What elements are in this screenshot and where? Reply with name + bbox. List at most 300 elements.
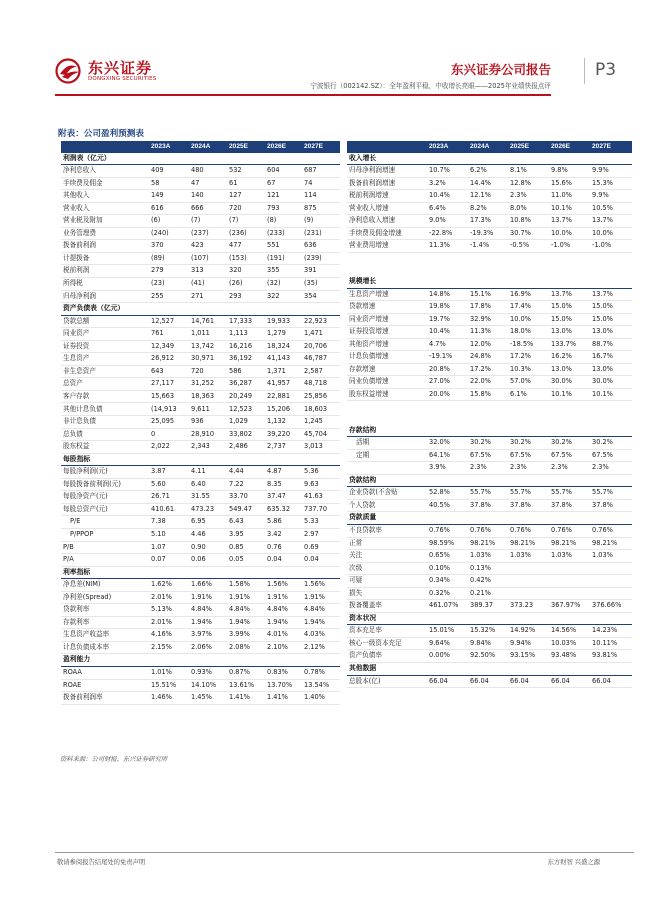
value-cell: 4.84% — [227, 604, 265, 617]
row-label: 营业收入 — [61, 202, 149, 215]
row-label: 活期 — [347, 437, 427, 450]
year-header: 2026E — [265, 141, 302, 153]
section-header-row — [61, 303, 340, 316]
value-cell: 5.36 — [302, 466, 340, 479]
value-cell: 0.87% — [227, 666, 265, 679]
section-title: 存款结构 — [347, 425, 632, 437]
value-cell: 410.61 — [149, 503, 189, 516]
table-row — [61, 378, 340, 391]
table-row — [61, 278, 340, 291]
value-cell: 37.8% — [549, 499, 590, 512]
table-row — [61, 177, 340, 190]
value-cell: 66.04 — [590, 675, 632, 688]
value-cell: 0 — [149, 428, 189, 441]
forecast-table-right — [347, 141, 632, 688]
value-cell: (41) — [189, 278, 227, 291]
value-cell: 22.0% — [468, 376, 508, 389]
table-row — [61, 428, 340, 441]
value-cell: (7) — [189, 215, 227, 228]
value-cell: 5.86 — [265, 516, 302, 529]
spacer-row — [347, 264, 632, 276]
value-cell: 2,022 — [149, 441, 189, 454]
table-row — [347, 376, 632, 389]
value-cell: 1.03% — [468, 550, 508, 563]
value-cell: 10.4% — [427, 326, 468, 339]
value-cell: 12.0% — [468, 338, 508, 351]
row-label: 净息差(NIM) — [61, 579, 149, 592]
value-cell: 477 — [227, 240, 265, 253]
value-cell: 2.01% — [149, 616, 189, 629]
value-cell: 370 — [149, 240, 189, 253]
value-cell: 0.83% — [265, 666, 302, 679]
row-label: 生息资产 — [61, 353, 149, 366]
value-cell: 13.7% — [549, 288, 590, 301]
value-cell — [508, 587, 549, 600]
value-cell: 12,349 — [149, 340, 189, 353]
value-cell: 55.7% — [549, 487, 590, 500]
year-header: 2023A — [427, 141, 468, 153]
value-cell: 17.4% — [508, 301, 549, 314]
value-cell: 0.76% — [427, 524, 468, 537]
value-cell: (153) — [227, 252, 265, 265]
value-cell: 6.1% — [508, 388, 549, 401]
value-cell: (26) — [227, 278, 265, 291]
section-header-row — [61, 566, 340, 579]
value-cell: 1.94% — [227, 616, 265, 629]
value-cell: 1.58% — [227, 579, 265, 592]
value-cell: 0.76 — [265, 541, 302, 554]
row-label: 计息负债增速 — [347, 351, 427, 364]
row-label: 企业贷款(不含贴 — [347, 487, 427, 500]
row-label: 同业负债增速 — [347, 376, 427, 389]
value-cell: 0.04 — [302, 554, 340, 567]
value-cell: -19.3% — [468, 227, 508, 240]
value-cell: -1.0% — [549, 240, 590, 253]
value-cell: 2,587 — [302, 365, 340, 378]
year-header-blank — [61, 141, 149, 153]
value-cell: 1,471 — [302, 328, 340, 341]
value-cell: 10.5% — [590, 202, 632, 215]
row-label: 计提拨备 — [61, 252, 149, 265]
table-row — [61, 215, 340, 228]
value-cell: 28,910 — [189, 428, 227, 441]
value-cell: 15.0% — [549, 301, 590, 314]
value-cell: 2.3% — [590, 462, 632, 475]
value-cell: 15.01% — [427, 625, 468, 638]
value-cell: 9.63 — [302, 478, 340, 491]
value-cell: 140 — [189, 190, 227, 203]
section-title: 其他数据 — [347, 662, 632, 675]
value-cell: 14.10% — [189, 679, 227, 692]
value-cell: 10.1% — [549, 388, 590, 401]
value-cell: 39,220 — [265, 428, 302, 441]
row-label: 正常 — [347, 537, 427, 550]
value-cell: 389.37 — [468, 600, 508, 613]
value-cell: 1.91% — [189, 591, 227, 604]
value-cell: (8) — [265, 215, 302, 228]
value-cell: 67.5% — [590, 449, 632, 462]
value-cell: 320 — [227, 265, 265, 278]
value-cell: (32) — [265, 278, 302, 291]
value-cell: 2.3% — [549, 462, 590, 475]
table-row — [61, 666, 340, 679]
row-label: 生息资产收益率 — [61, 629, 149, 642]
value-cell: 93.81% — [590, 650, 632, 663]
row-label: 所得税 — [61, 278, 149, 291]
value-cell: 0.06 — [189, 554, 227, 567]
value-cell: 66.04 — [508, 675, 549, 688]
spacer-cell — [347, 401, 632, 413]
value-cell: 133.7% — [549, 338, 590, 351]
value-cell: 1.03% — [508, 550, 549, 563]
table-row — [61, 240, 340, 253]
value-cell: 1.62% — [149, 579, 189, 592]
value-cell: 127 — [227, 190, 265, 203]
value-cell: 4.16% — [149, 629, 189, 642]
value-cell: 1.94% — [265, 616, 302, 629]
value-cell: 98.21% — [508, 537, 549, 550]
row-label: 证券投资增速 — [347, 326, 427, 339]
value-cell: (233) — [265, 227, 302, 240]
year-header: 2027E — [302, 141, 340, 153]
value-cell: 0.85 — [227, 541, 265, 554]
value-cell: -1.0% — [590, 240, 632, 253]
row-label: 非生息资产 — [61, 365, 149, 378]
value-cell: 2.3% — [468, 462, 508, 475]
value-cell: 41,957 — [265, 378, 302, 391]
value-cell: 3.87 — [149, 466, 189, 479]
value-cell: 17.8% — [468, 301, 508, 314]
value-cell: 473.23 — [189, 503, 227, 516]
value-cell: 16,216 — [227, 340, 265, 353]
year-header: 2024A — [189, 141, 227, 153]
value-cell: (191) — [265, 252, 302, 265]
table-row — [347, 388, 632, 401]
value-cell: 0.21% — [468, 587, 508, 600]
appendix-title: 附表：公司盈利预测表 — [58, 129, 144, 139]
value-cell: -0.5% — [508, 240, 549, 253]
value-cell: 12,527 — [149, 315, 189, 328]
section-header-row — [347, 512, 632, 525]
row-label: 每股净利润(元) — [61, 466, 149, 479]
value-cell: 58 — [149, 177, 189, 190]
value-cell: 2.10% — [265, 641, 302, 654]
row-label: 归母净利润增速 — [347, 165, 427, 178]
row-label: 生息资产增速 — [347, 288, 427, 301]
value-cell: 3,013 — [302, 441, 340, 454]
year-header-row — [61, 141, 340, 153]
value-cell: 26.71 — [149, 491, 189, 504]
table-row — [61, 165, 340, 178]
value-cell: 2.3% — [508, 190, 549, 203]
table-row — [61, 516, 340, 529]
value-cell: 3.95 — [227, 528, 265, 541]
report-subtitle: 宁波银行（002142.SZ）：全年盈利平稳，中收增长亮眼——2025年业绩快报点评 — [310, 82, 551, 90]
table-row — [61, 554, 340, 567]
table-row — [61, 466, 340, 479]
row-label: 存款增速 — [347, 363, 427, 376]
value-cell: 16.9% — [508, 288, 549, 301]
row-label: 拨备前利润 — [61, 240, 149, 253]
value-cell: 3.2% — [427, 177, 468, 190]
value-cell: 1.91% — [302, 591, 340, 604]
year-header: 2025E — [508, 141, 549, 153]
value-cell: 10.0% — [508, 313, 549, 326]
dongxing-logo-icon — [55, 58, 83, 84]
row-label: 税前利润增速 — [347, 190, 427, 203]
value-cell: 12.1% — [468, 190, 508, 203]
value-cell: 30.2% — [549, 437, 590, 450]
value-cell: 15.0% — [549, 313, 590, 326]
value-cell: 616 — [149, 202, 189, 215]
value-cell: -1.4% — [468, 240, 508, 253]
row-label: 次级 — [347, 562, 427, 575]
value-cell: 13.0% — [590, 326, 632, 339]
value-cell: 2.15% — [149, 641, 189, 654]
value-cell: 255 — [149, 290, 189, 303]
value-cell: 57.0% — [508, 376, 549, 389]
value-cell: 20,706 — [302, 340, 340, 353]
row-label: 总负债 — [61, 428, 149, 441]
value-cell: 67.5% — [549, 449, 590, 462]
value-cell: 0.93% — [189, 666, 227, 679]
row-label: 贷款利率 — [61, 604, 149, 617]
header-divider — [55, 94, 551, 96]
value-cell: 64.1% — [427, 449, 468, 462]
table-row — [347, 215, 632, 228]
row-label: P/E — [61, 516, 149, 529]
section-header-row — [347, 662, 632, 675]
table-row — [61, 641, 340, 654]
value-cell: 52.8% — [427, 487, 468, 500]
value-cell — [549, 562, 590, 575]
value-cell: 55.7% — [590, 487, 632, 500]
value-cell: 0.07 — [149, 554, 189, 567]
value-cell: 3.99% — [227, 629, 265, 642]
value-cell: 47 — [189, 177, 227, 190]
table-row — [61, 416, 340, 429]
value-cell: 15.6% — [549, 177, 590, 190]
value-cell: 32.9% — [468, 313, 508, 326]
value-cell: 31,252 — [189, 378, 227, 391]
value-cell: 875 — [302, 202, 340, 215]
value-cell: 26,912 — [149, 353, 189, 366]
value-cell: 373.23 — [508, 600, 549, 613]
value-cell: 0.65% — [427, 550, 468, 563]
table-row — [347, 227, 632, 240]
value-cell: 18.0% — [508, 326, 549, 339]
table-row — [347, 202, 632, 215]
value-cell: 15.32% — [468, 625, 508, 638]
value-cell: 549.47 — [227, 503, 265, 516]
value-cell: 4.7% — [427, 338, 468, 351]
value-cell: 66.04 — [468, 675, 508, 688]
table-row — [61, 403, 340, 416]
value-cell: 9.94% — [508, 637, 549, 650]
value-cell: 279 — [149, 265, 189, 278]
value-cell: 32.0% — [427, 437, 468, 450]
value-cell: 720 — [227, 202, 265, 215]
value-cell: 30.2% — [590, 437, 632, 450]
value-cell: 271 — [189, 290, 227, 303]
value-cell: 7.22 — [227, 478, 265, 491]
value-cell: 635.32 — [265, 503, 302, 516]
value-cell: 636 — [302, 240, 340, 253]
value-cell: (231) — [302, 227, 340, 240]
value-cell: 10.8% — [508, 215, 549, 228]
value-cell: 4.87 — [265, 466, 302, 479]
spacer-row — [347, 413, 632, 425]
section-title: 资产负债表（亿元） — [61, 303, 340, 316]
value-cell: 16.7% — [590, 351, 632, 364]
section-title: 利润表（亿元） — [61, 153, 340, 165]
value-cell: 8.2% — [468, 202, 508, 215]
row-label: 资本充足率 — [347, 625, 427, 638]
value-cell: 10.11% — [590, 637, 632, 650]
row-label: 证券投资 — [61, 340, 149, 353]
value-cell: 2.12% — [302, 641, 340, 654]
value-cell: 93.48% — [549, 650, 590, 663]
value-cell: (35) — [302, 278, 340, 291]
table-row — [61, 290, 340, 303]
value-cell: 12,523 — [227, 403, 265, 416]
value-cell — [508, 562, 549, 575]
value-cell: 13.7% — [549, 215, 590, 228]
value-cell: 12.8% — [508, 177, 549, 190]
value-cell: 0.90 — [189, 541, 227, 554]
value-cell: 93.15% — [508, 650, 549, 663]
value-cell: 67.5% — [508, 449, 549, 462]
value-cell: 293 — [227, 290, 265, 303]
table-row — [347, 650, 632, 663]
value-cell: 13.7% — [590, 215, 632, 228]
value-cell: 14.8% — [427, 288, 468, 301]
value-cell: (107) — [189, 252, 227, 265]
section-title: 规模增长 — [347, 276, 632, 288]
row-label: 拨备前利润率 — [61, 692, 149, 705]
value-cell: 1,113 — [227, 328, 265, 341]
value-cell: 30.0% — [590, 376, 632, 389]
value-cell: (239) — [302, 252, 340, 265]
value-cell: 1,371 — [265, 365, 302, 378]
value-cell: 1.01% — [149, 666, 189, 679]
row-label: 业务管理费 — [61, 227, 149, 240]
value-cell: 1.45% — [189, 692, 227, 705]
value-cell: 10.1% — [549, 202, 590, 215]
value-cell: 30.7% — [508, 227, 549, 240]
value-cell: 98.59% — [427, 537, 468, 550]
value-cell: 9.9% — [590, 165, 632, 178]
section-header-row — [61, 153, 340, 165]
row-label: P/PPOP — [61, 528, 149, 541]
value-cell: 149 — [149, 190, 189, 203]
value-cell: 11.3% — [427, 240, 468, 253]
table-row — [347, 363, 632, 376]
value-cell: 98.21% — [590, 537, 632, 550]
row-label: 税前利润 — [61, 265, 149, 278]
value-cell: 19.7% — [427, 313, 468, 326]
year-header: 2027E — [590, 141, 632, 153]
table-row — [347, 537, 632, 550]
table-row — [347, 550, 632, 563]
value-cell: 14.56% — [549, 625, 590, 638]
value-cell: 15.51% — [149, 679, 189, 692]
table-row — [61, 616, 340, 629]
value-cell: 793 — [265, 202, 302, 215]
value-cell: 355 — [265, 265, 302, 278]
value-cell: 20,249 — [227, 390, 265, 403]
value-cell: 30.2% — [468, 437, 508, 450]
row-label: 非计息负债 — [61, 416, 149, 429]
value-cell: 3.97% — [189, 629, 227, 642]
value-cell: 6.4% — [427, 202, 468, 215]
value-cell: 9.64% — [427, 637, 468, 650]
value-cell: (14,913 — [149, 403, 189, 416]
value-cell: 0.76% — [549, 524, 590, 537]
row-label: 关注 — [347, 550, 427, 563]
row-label: 净利息收入 — [61, 165, 149, 178]
table-row — [347, 587, 632, 600]
value-cell: 66.04 — [427, 675, 468, 688]
value-cell: 0.42% — [468, 575, 508, 588]
table-row — [61, 503, 340, 516]
value-cell: 33,802 — [227, 428, 265, 441]
value-cell: 9.84% — [468, 637, 508, 650]
value-cell: 1.66% — [189, 579, 227, 592]
value-cell: 461.07% — [427, 600, 468, 613]
section-title: 资本状况 — [347, 612, 632, 625]
table-row — [61, 252, 340, 265]
value-cell: 67 — [265, 177, 302, 190]
table-row — [61, 591, 340, 604]
table-row — [347, 675, 632, 688]
value-cell — [590, 562, 632, 575]
value-cell: 936 — [189, 416, 227, 429]
section-title: 每股指标 — [61, 453, 340, 466]
footer-divider — [55, 852, 634, 853]
value-cell: 643 — [149, 365, 189, 378]
value-cell: 409 — [149, 165, 189, 178]
value-cell: 15.0% — [590, 313, 632, 326]
value-cell: 1.94% — [302, 616, 340, 629]
value-cell: 15.1% — [468, 288, 508, 301]
value-cell: 391 — [302, 265, 340, 278]
table-row — [347, 301, 632, 314]
table-row — [61, 679, 340, 692]
value-cell: 0.78% — [302, 666, 340, 679]
row-label — [347, 462, 427, 475]
company-logo — [55, 58, 156, 84]
table-row — [61, 315, 340, 328]
value-cell: 0.04 — [265, 554, 302, 567]
value-cell: 27,117 — [149, 378, 189, 391]
value-cell: 313 — [189, 265, 227, 278]
table-row — [347, 499, 632, 512]
row-label: ROAE — [61, 679, 149, 692]
row-label: 营业税及附加 — [61, 215, 149, 228]
value-cell: 5.13% — [149, 604, 189, 617]
row-label: 贷款总额 — [61, 315, 149, 328]
value-cell: 4.84% — [265, 604, 302, 617]
section-header-row — [61, 654, 340, 667]
value-cell: 1.46% — [149, 692, 189, 705]
value-cell: 322 — [265, 290, 302, 303]
value-cell: 15.3% — [590, 177, 632, 190]
value-cell: -18.5% — [508, 338, 549, 351]
table-row — [61, 365, 340, 378]
page-header — [0, 0, 662, 100]
value-cell: 5.33 — [302, 516, 340, 529]
